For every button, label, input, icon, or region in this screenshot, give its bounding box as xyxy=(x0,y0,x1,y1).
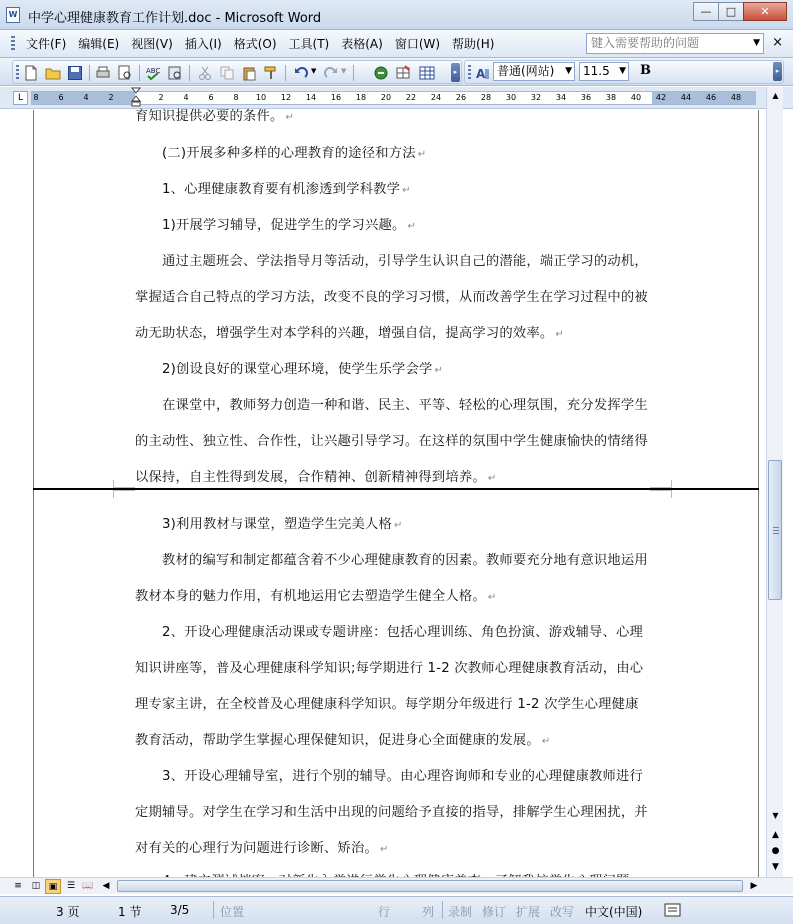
paragraph-mark-icon: ↵ xyxy=(487,592,497,603)
line-text: 教材本身的魅力作用，有机地运用它去塑造学生健全人格。 xyxy=(135,589,486,604)
ruler-tick: 6 xyxy=(58,93,64,102)
menu-bar xyxy=(0,30,793,58)
toolbar-options-chevron-icon[interactable]: ▸ xyxy=(451,63,460,82)
help-search-placeholder: 键入需要帮助的问题 xyxy=(591,36,700,50)
ruler-tick: 42 xyxy=(655,93,667,102)
save-icon[interactable] xyxy=(67,65,83,81)
line-text: 1、心理健康教育要有机渗透到学科教学 xyxy=(162,182,401,197)
status-separator xyxy=(442,901,443,919)
menu-help[interactable]: 帮助(H) xyxy=(452,37,495,51)
text-line[interactable] xyxy=(135,801,648,820)
new-document-icon[interactable] xyxy=(23,65,39,81)
text-line[interactable] xyxy=(135,466,497,485)
outline-view-icon[interactable]: ☰ xyxy=(66,881,76,891)
text-line[interactable] xyxy=(135,286,648,305)
svg-text:A: A xyxy=(476,67,486,81)
redo-dropdown-chevron-icon[interactable]: ▼ xyxy=(341,67,347,75)
menu-table[interactable]: 表格(A) xyxy=(341,37,383,51)
page-edge xyxy=(758,110,759,877)
scroll-down-arrow-icon[interactable]: ▼ xyxy=(772,811,779,820)
undo-dropdown-chevron-icon[interactable]: ▼ xyxy=(311,67,317,75)
ruler-tick: 34 xyxy=(555,93,567,102)
ruler-tick: 32 xyxy=(530,93,542,102)
menu-list xyxy=(20,36,500,52)
toolbar-separator xyxy=(285,65,286,81)
ruler-tick: 14 xyxy=(305,93,317,102)
open-folder-icon[interactable] xyxy=(45,65,61,81)
paragraph-mark-icon: ↵ xyxy=(434,365,444,376)
standard-toolbar xyxy=(12,60,462,84)
normal-view-icon[interactable]: ≡ xyxy=(14,881,22,891)
ruler-tick: 2 xyxy=(108,93,114,102)
record-macro-indicator[interactable]: 录制 xyxy=(448,905,473,919)
ruler-tick: 36 xyxy=(580,93,592,102)
paragraph-mark-icon: ↵ xyxy=(379,844,389,855)
crop-mark xyxy=(650,480,672,488)
line-text: 育知识提供必要的条件。 xyxy=(135,109,284,124)
toolbar-separator xyxy=(139,65,140,81)
status-column: 列 xyxy=(422,905,435,919)
formatting-options-chevron-icon[interactable]: ▸ xyxy=(773,62,782,81)
ruler-tick: 40 xyxy=(630,93,642,102)
ruler-tick: 12 xyxy=(280,93,292,102)
menu-tools[interactable]: 工具(T) xyxy=(288,37,330,51)
menubar-grip-handle[interactable] xyxy=(11,36,15,52)
menu-file[interactable]: 文件(F) xyxy=(26,37,67,51)
scroll-up-arrow-icon[interactable]: ▲ xyxy=(772,91,779,100)
track-changes-indicator[interactable]: 修订 xyxy=(482,905,507,919)
line-text: 3、开设心理辅导室，进行个别的辅导。由心理咨询师和专业的心理健康教师进行 xyxy=(162,769,644,784)
line-text: 教材的编写和制定都蕴含着不少心理健康教育的因素。教师要充分地有意识地运用 xyxy=(162,553,648,568)
copy-icon[interactable] xyxy=(219,65,235,81)
ruler-tick: 4 xyxy=(183,93,189,102)
status-page-of: 3/5 xyxy=(170,903,190,917)
paragraph-mark-icon: ↵ xyxy=(285,112,295,123)
web-layout-view-icon[interactable]: ◫ xyxy=(31,881,41,891)
styles-icon[interactable] xyxy=(475,65,491,81)
ruler-tick: 38 xyxy=(605,93,617,102)
text-line[interactable] xyxy=(135,105,294,124)
status-separator xyxy=(213,901,214,919)
scroll-left-arrow-icon[interactable]: ◀ xyxy=(102,881,110,891)
maximize-button[interactable]: □ xyxy=(718,2,744,21)
window-controls xyxy=(693,2,787,22)
tables-borders-icon[interactable] xyxy=(395,65,411,81)
font-size-dropdown[interactable] xyxy=(579,62,629,81)
crop-mark xyxy=(113,480,135,488)
style-dropdown[interactable] xyxy=(493,62,575,81)
toolbar-grip-handle[interactable] xyxy=(16,65,19,80)
paragraph-mark-icon: ↵ xyxy=(417,149,427,160)
overtype-indicator[interactable]: 改写 xyxy=(550,905,575,919)
ruler-tick: 22 xyxy=(405,93,417,102)
toolbar xyxy=(0,58,793,86)
browse-object-icon[interactable]: ● xyxy=(771,846,780,856)
research-icon[interactable] xyxy=(167,65,183,81)
text-line[interactable] xyxy=(162,765,643,784)
ruler-tick: 10 xyxy=(255,93,267,102)
toolbar-separator xyxy=(189,65,190,81)
line-text: 教育活动，帮助学生掌握心理保健知识，促进身心全面健康的发展。 xyxy=(135,733,540,748)
window-title: 中学心理健康教育工作计划.doc - Microsoft Word xyxy=(28,11,322,26)
tab-selector[interactable]: L xyxy=(13,91,28,105)
print-icon[interactable] xyxy=(95,65,111,81)
ruler-bar xyxy=(0,87,793,109)
previous-page-icon[interactable]: ▲ xyxy=(772,830,779,840)
text-line[interactable] xyxy=(135,657,643,676)
text-line[interactable] xyxy=(135,585,497,604)
redo-icon[interactable] xyxy=(323,65,339,81)
horizontal-scroll-thumb[interactable] xyxy=(117,880,743,892)
font-size-value: 11.5 xyxy=(583,64,610,78)
print-layout-view-icon[interactable]: ▣ xyxy=(45,879,61,894)
line-text: 对有关的心理行为问题进行诊断、矫治。 xyxy=(135,841,378,856)
menu-edit[interactable]: 编辑(E) xyxy=(78,37,120,51)
line-text: 的主动性、独立性、合作性，让兴趣引导学习。在这样的氛围中学生健康愉快的情绪得 xyxy=(135,434,648,449)
text-line[interactable] xyxy=(135,430,648,449)
text-line[interactable] xyxy=(162,549,648,568)
status-bar xyxy=(0,896,793,924)
line-text: 3)利用教材与课堂，塑造学生完美人格 xyxy=(162,517,392,532)
svg-text:ABC: ABC xyxy=(146,67,161,75)
menu-format[interactable]: 格式(O) xyxy=(233,37,277,51)
text-line[interactable] xyxy=(135,837,389,856)
cut-icon[interactable] xyxy=(197,65,213,81)
status-section: 1 节 xyxy=(118,905,142,919)
crop-mark xyxy=(113,490,135,498)
ruler-tick: 46 xyxy=(705,93,717,102)
ruler-tick: 48 xyxy=(730,93,742,102)
insert-table-icon[interactable] xyxy=(419,65,435,81)
thumb-grip-icon xyxy=(773,527,779,535)
crop-mark xyxy=(650,490,672,498)
line-text: 1)开展学习辅导，促进学生的学习兴趣。 xyxy=(162,218,406,233)
word-document-icon[interactable]: W xyxy=(6,7,20,23)
paragraph-mark-icon: ↵ xyxy=(487,473,497,484)
status-page: 3 页 xyxy=(56,905,80,919)
bold-button[interactable]: B xyxy=(640,63,651,78)
menu-insert[interactable]: 插入(I) xyxy=(184,37,222,51)
vertical-scroll-thumb[interactable] xyxy=(768,460,782,600)
page-edge xyxy=(33,110,34,490)
menu-window[interactable]: 窗口(W) xyxy=(394,37,441,51)
line-text: 以保持，自主性得到发展，合作精神、创新精神得到培养。 xyxy=(135,470,486,485)
help-search-input[interactable] xyxy=(586,33,764,54)
minimize-button[interactable]: — xyxy=(693,2,719,21)
paragraph-mark-icon: ↵ xyxy=(407,221,417,232)
language-indicator[interactable]: 中文(中国) xyxy=(585,905,643,919)
line-text: 掌握适合自己特点的学习方法，改变不良的学习习惯，从而改善学生在学习过程中的被 xyxy=(135,290,648,305)
ruler-tick: 28 xyxy=(480,93,492,102)
text-line[interactable] xyxy=(162,513,403,532)
text-line[interactable] xyxy=(162,214,416,233)
chevron-down-icon[interactable]: ▼ xyxy=(619,66,626,76)
ruler-tick: 26 xyxy=(455,93,467,102)
close-window-button[interactable]: ✕ xyxy=(743,2,787,21)
horizontal-scrollbar[interactable] xyxy=(0,877,793,894)
text-line[interactable] xyxy=(162,621,643,640)
paragraph-mark-icon: ↵ xyxy=(394,520,403,531)
paste-icon[interactable] xyxy=(241,65,257,81)
horizontal-ruler[interactable] xyxy=(31,91,756,105)
undo-icon[interactable] xyxy=(293,65,309,81)
extend-selection-indicator[interactable]: 扩展 xyxy=(516,905,541,919)
line-text: 动无助状态，增强学生对本学科的兴趣，增强自信，提高学习的效率。 xyxy=(135,326,554,341)
chevron-down-icon[interactable]: ▼ xyxy=(753,38,760,48)
ruler-tick: 30 xyxy=(505,93,517,102)
line-text: (二)开展多种多样的心理教育的途径和方法 xyxy=(162,146,416,161)
ruler-tick: 8 xyxy=(33,93,39,102)
line-text: 通过主题班会、学法指导月等活动，引导学生认识自己的潜能，端正学习的动机， xyxy=(162,254,648,269)
line-text: 定期辅导。对学生在学习和生活中出现的问题给予直接的指导，排解学生心理困扰，并 xyxy=(135,805,648,820)
ruler-tick: 44 xyxy=(680,93,692,102)
ruler-tick: 18 xyxy=(355,93,367,102)
menu-view[interactable]: 视图(V) xyxy=(131,37,173,51)
text-line[interactable] xyxy=(162,142,426,161)
text-line[interactable] xyxy=(162,394,648,413)
ruler-tick: 4 xyxy=(83,93,89,102)
scroll-right-arrow-icon[interactable]: ▶ xyxy=(750,881,758,891)
status-position: 位置 xyxy=(220,905,245,919)
ruler-tick: 20 xyxy=(380,93,392,102)
title-bar xyxy=(0,0,793,30)
line-text: 理专家主讲，在全校普及心理健康科学知识。每学期分年级进行 1-2 次学生心理健康 xyxy=(135,697,639,712)
text-line[interactable] xyxy=(162,358,443,377)
close-document-button[interactable]: × xyxy=(772,35,783,50)
style-value: 普通(网站) xyxy=(497,64,555,78)
ruler-tick: 16 xyxy=(330,93,342,102)
paragraph-mark-icon: ↵ xyxy=(402,185,411,196)
line-text: 在课堂中，教师努力创造一种和谐、民主、平等、轻松的心理氛围，充分发挥学生 xyxy=(162,398,648,413)
text-line[interactable] xyxy=(162,250,648,269)
document-area[interactable] xyxy=(0,110,766,877)
paragraph-mark-icon: ↵ xyxy=(555,329,564,340)
page-edge xyxy=(33,490,34,877)
chevron-down-icon[interactable]: ▼ xyxy=(565,66,572,76)
format-painter-icon[interactable] xyxy=(263,65,279,81)
print-preview-icon[interactable] xyxy=(117,65,133,81)
toolbar-separator xyxy=(353,65,354,81)
hyperlink-icon[interactable] xyxy=(373,65,389,81)
text-line[interactable] xyxy=(135,729,551,748)
text-line[interactable] xyxy=(135,693,639,712)
ruler-tick: 2 xyxy=(158,93,164,102)
toolbar-separator xyxy=(89,65,90,81)
vertical-scrollbar[interactable] xyxy=(766,87,783,877)
status-line: 行 xyxy=(378,905,391,919)
line-text: 知识讲座等，普及心理健康科学知识;每学期进行 1-2 次教师心理健康教育活动，由心 xyxy=(135,661,644,676)
spelling-icon[interactable] xyxy=(145,65,161,81)
line-text: 2)创设良好的课堂心理环境，使学生乐学会学 xyxy=(162,362,433,377)
reading-layout-view-icon[interactable]: 📖 xyxy=(82,881,94,891)
line-text: 2、开设心理健康活动课或专题讲座：包括心理训练、角色扮演、游戏辅导、心理 xyxy=(162,625,644,640)
toolbar-grip-handle[interactable] xyxy=(468,65,471,80)
ruler-tick: 8 xyxy=(233,93,239,102)
text-line[interactable] xyxy=(162,178,411,197)
ruler-tick: 24 xyxy=(430,93,442,102)
spelling-status-icon[interactable] xyxy=(664,903,682,918)
paragraph-mark-icon: ↵ xyxy=(541,736,551,747)
next-page-icon[interactable]: ▼ xyxy=(772,862,779,872)
ruler-tick: 6 xyxy=(208,93,214,102)
text-line[interactable] xyxy=(135,322,564,341)
